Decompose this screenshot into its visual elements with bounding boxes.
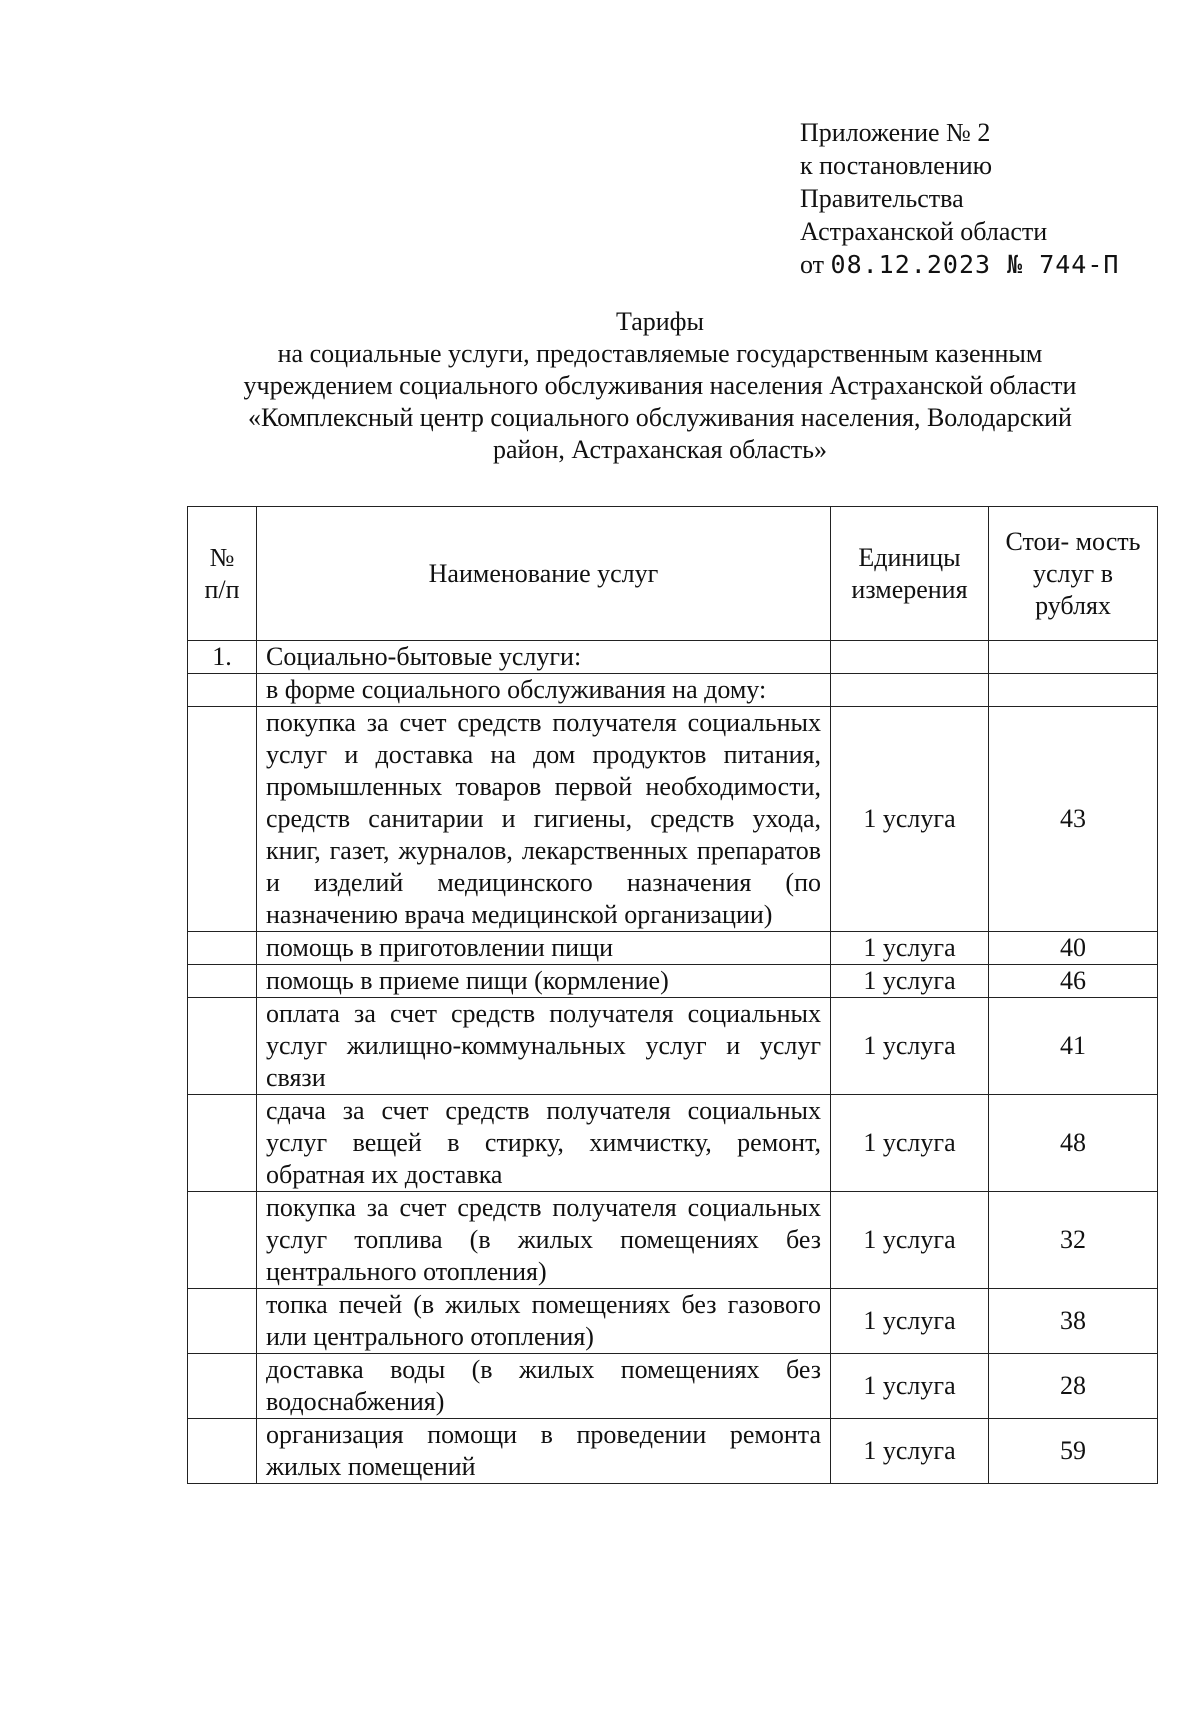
- section-num: 1.: [188, 641, 257, 674]
- empty-cell: [989, 641, 1158, 674]
- appendix-line: Астраханской области: [800, 217, 1048, 246]
- table-row: [188, 1192, 1158, 1289]
- title-line: учреждением социального обслуживания населения Астраханской области: [243, 371, 1077, 400]
- price-cell: 40: [989, 932, 1158, 965]
- title-main: Тарифы: [615, 307, 704, 336]
- table-row: [188, 1419, 1158, 1484]
- price-cell: 43: [989, 707, 1158, 932]
- unit-cell: 1 услуга: [831, 1192, 989, 1289]
- title-line: «Комплексный центр социального обслуживания населения, Володарский: [248, 403, 1072, 432]
- title-line: район, Астраханская область»: [492, 435, 827, 464]
- unit-cell: 1 услуга: [831, 932, 989, 965]
- service-name: организация помощи в проведении ремонта жилых помещений: [257, 1419, 831, 1484]
- empty-cell: [188, 674, 257, 707]
- price-cell: 48: [989, 1095, 1158, 1192]
- appendix-block: [800, 116, 1119, 281]
- empty-cell: [989, 674, 1158, 707]
- section-name: Социально-бытовые услуги:: [257, 641, 831, 674]
- tariff-table: [187, 506, 1158, 1484]
- row-num: [188, 1095, 257, 1192]
- header-unit: Единицы измерения: [831, 507, 989, 641]
- empty-cell: [831, 641, 989, 674]
- row-num: [188, 932, 257, 965]
- table-row: [188, 998, 1158, 1095]
- table-row: [188, 707, 1158, 932]
- unit-cell: 1 услуга: [831, 965, 989, 998]
- unit-cell: 1 услуга: [831, 1095, 989, 1192]
- row-num: [188, 1354, 257, 1419]
- table-header-row: [188, 507, 1158, 641]
- price-cell: 41: [989, 998, 1158, 1095]
- appendix-line: Правительства: [800, 184, 964, 213]
- price-cell: 28: [989, 1354, 1158, 1419]
- row-num: [188, 965, 257, 998]
- row-num: [188, 707, 257, 932]
- service-name: помощь в приготовлении пищи: [257, 932, 831, 965]
- appendix-line: к постановлению: [800, 151, 993, 180]
- service-name: покупка за счет средств получателя социальных услуг и доставка на дом продуктов питания, промышленных товаров первой необходимости, средств санитарии и гигиены, средств ухода, книг, газет, журналов, лекарственных препаратов и изделий медицинского назначения (по назначению врача медицинской организации): [257, 707, 831, 932]
- unit-cell: 1 услуга: [831, 998, 989, 1095]
- table-row: [188, 965, 1158, 998]
- table-row: [188, 1289, 1158, 1354]
- appendix-date: [800, 248, 1119, 281]
- table-row: [188, 1354, 1158, 1419]
- row-num: [188, 998, 257, 1095]
- row-num: [188, 1289, 257, 1354]
- service-name: помощь в приеме пищи (кормление): [257, 965, 831, 998]
- service-name: покупка за счет средств получателя социальных услуг топлива (в жилых помещениях без центрального отопления): [257, 1192, 831, 1289]
- unit-cell: 1 услуга: [831, 707, 989, 932]
- service-name: оплата за счет средств получателя социальных услуг жилищно-коммунальных услуг и услуг связи: [257, 998, 831, 1095]
- header-name: Наименование услуг: [257, 507, 831, 641]
- table-row: [188, 932, 1158, 965]
- header-price: Стои- мость услуг в рублях: [989, 507, 1158, 641]
- unit-cell: 1 услуга: [831, 1354, 989, 1419]
- price-cell: 59: [989, 1419, 1158, 1484]
- service-name: сдача за счет средств получателя социальных услуг вещей в стирку, химчистку, ремонт, обратная их доставка: [257, 1095, 831, 1192]
- title-line: на социальные услуги, предоставляемые государственным казенным: [277, 339, 1043, 368]
- price-cell: 46: [989, 965, 1158, 998]
- row-num: [188, 1419, 257, 1484]
- appendix-line: Приложение № 2: [800, 118, 991, 147]
- table-row: [188, 1095, 1158, 1192]
- section-row: [188, 641, 1158, 674]
- empty-cell: [831, 674, 989, 707]
- subsection-name: в форме социального обслуживания на дому:: [257, 674, 831, 707]
- service-name: топка печей (в жилых помещениях без газового или центрального отопления): [257, 1289, 831, 1354]
- subsection-row: [188, 674, 1158, 707]
- row-num: [188, 1192, 257, 1289]
- date-prefix: от: [800, 250, 825, 279]
- document-title: [180, 306, 1140, 466]
- price-cell: 38: [989, 1289, 1158, 1354]
- date-number: 08.12.2023 № 744-П: [830, 250, 1120, 279]
- unit-cell: 1 услуга: [831, 1419, 989, 1484]
- price-cell: 32: [989, 1192, 1158, 1289]
- service-name: доставка воды (в жилых помещениях без водоснабжения): [257, 1354, 831, 1419]
- header-num: № п/п: [188, 507, 257, 641]
- unit-cell: 1 услуга: [831, 1289, 989, 1354]
